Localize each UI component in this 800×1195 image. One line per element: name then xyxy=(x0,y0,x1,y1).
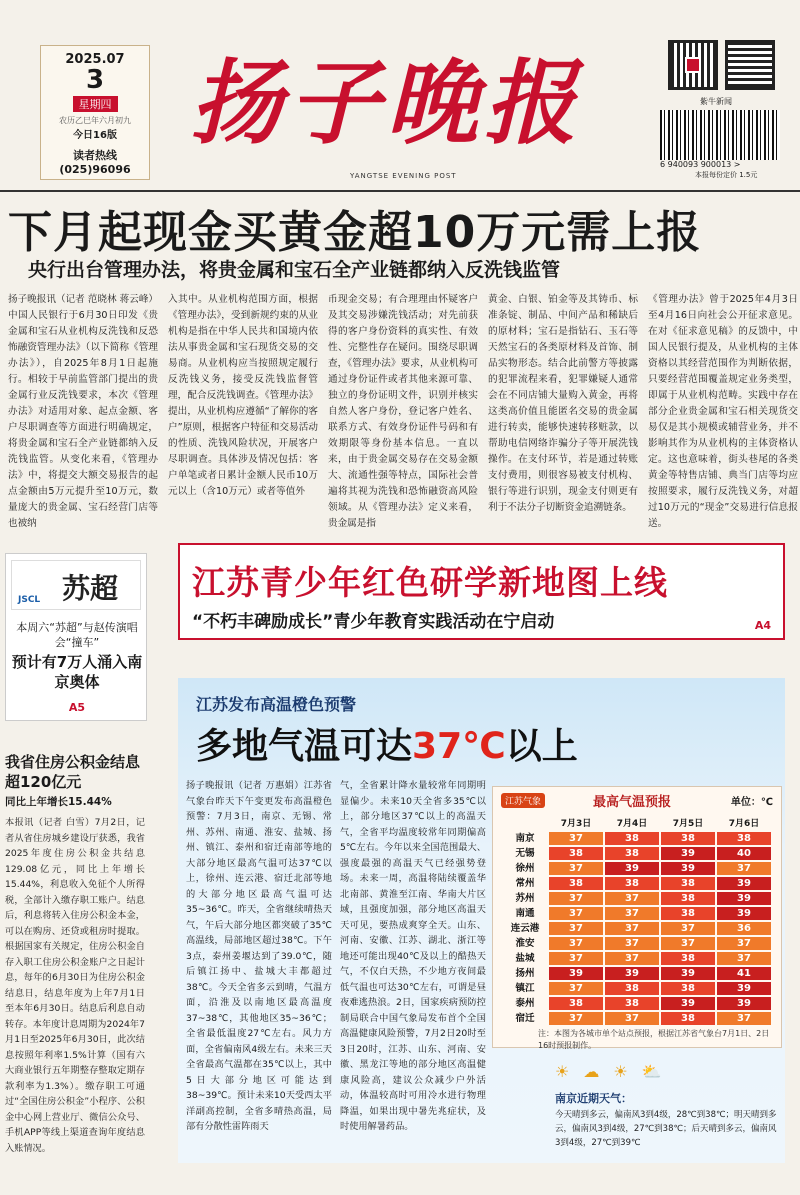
temp-cell: 37 xyxy=(605,1012,659,1025)
newspaper-logo: 扬子晚报 xyxy=(190,49,583,157)
brand-badge: 江苏气象 xyxy=(501,793,545,808)
table-row xyxy=(503,892,771,905)
table-row xyxy=(503,1012,771,1025)
side-promo-headline: 预计有7万人涌入南京奥体 xyxy=(11,653,143,691)
hotline-label: 读者热线 xyxy=(73,149,117,162)
temp-cell: 37 xyxy=(605,907,659,920)
table-header xyxy=(493,787,781,813)
promo-box[interactable] xyxy=(178,543,785,640)
temp-cell: 38 xyxy=(605,847,659,860)
cloud-icon: ☁ xyxy=(583,1062,614,1081)
city-name: 盐城 xyxy=(515,953,535,964)
hotline-number: (025)96096 xyxy=(59,163,131,176)
table-row xyxy=(503,937,771,950)
temp-cell: 37 xyxy=(605,922,659,935)
table-row xyxy=(503,952,771,965)
date-header: 7月4日 xyxy=(616,819,648,829)
temp-cell: 38 xyxy=(549,997,603,1010)
corner-cell xyxy=(503,815,547,830)
temp-cell: 37 xyxy=(549,1012,603,1025)
su-chao-logo xyxy=(11,560,141,610)
temp-grid xyxy=(501,813,773,1027)
weather-body xyxy=(186,778,486,1158)
side-news xyxy=(5,752,145,1156)
temp-cell: 39 xyxy=(549,967,603,980)
city-name: 南通 xyxy=(515,908,535,919)
qr-code-icon[interactable] xyxy=(668,40,718,90)
qr-code-icon[interactable] xyxy=(725,40,775,90)
lead-column: 扬子晚报讯（记者 范晓林 蒋云峰）中国人民银行于6月30日印发《贵金属和宝石从业机构反洗钱和反恐怖融资管理办法》（以下简称《管理办法》），自2025年8月1日起施行。相较于早前监管部门提出的贵金属行业反洗钱要求，本次《管理办法》对适用对象、起点金额、客户尽职调查等方面进行明确规定，将贵金属和宝石全产业链都纳入反洗钱监管。从变化来看，《管理办法》中，将提交大额交易报告的起点金额由5万元提升至10万元，数量庞大的贵金属、宝石经营门店等也被纳 xyxy=(8,294,159,529)
temp-cell: 37 xyxy=(549,862,603,875)
table-row xyxy=(503,907,771,920)
table-unit: 单位：℃ xyxy=(730,797,773,808)
table-row xyxy=(503,922,771,935)
city-name: 镇江 xyxy=(515,983,535,994)
weather-column: 扬子晚报讯（记者 万惠娟）江苏省气象台昨天下午变更发布高温橙色预警：7月3日，南京、无锡、常州、苏州、南通、淮安、盐城、扬州、镇江、泰州和宿迁南部等地的大部分地区最高气温可达37℃以上，徐州、连云港、宿迁北部等地的大部分地区最高气温可达35~36℃。昨天，全省继续晴热天气，午后大部分地区都突破了35℃高温线，局部地区超过38℃。下午3点，泰州姜堰达到了39.0℃，随后镇江扬中、盐城大丰都超过38℃。今天全省多云到晴，气温方面，沿淮及以南地区最高温度37~38℃，其他地区35~36℃；全省最低温度27℃左右。风力方面，全省偏南风4级左右。未来三天全省最高气温都在35℃以上，其中5日大部分地区可能达到38~39℃。预计未来10天受西太平洋副高控制，全省多晴热高温，局部有分散性雷阵雨天 xyxy=(186,780,332,1132)
page-count: 今日16版 xyxy=(73,130,117,141)
temp-cell: 39 xyxy=(661,847,715,860)
local-forecast-body: 今天晴到多云，偏南风3到4级，28℃到38℃；明天晴到多云，偏南风3到4级，27℃到38℃；后天晴到多云，偏南风3到4级，27℃到39℃ xyxy=(555,1110,777,1148)
temp-cell: 41 xyxy=(717,967,771,980)
lead-column: 《管理办法》曾于2025年4月3日至4月16日向社会公开征求意见。在对《征求意见稿》的反馈中，中国人民银行提及，从业机构的主体资格以其经营范围作为判断依据，只要经营范围覆盖规定业务类型，即属于从业机构范畴。实践中存在部分企业贵金属和宝石相关现货交易仅是其小规模或辅营业务，并不影响其作为从业机构的主体资格认定。这也意味着，街头巷尾的各类黄金等特售店铺、典当门店等均应按照要求，履行反洗钱义务，对超过10万元的“现金”交易进行信息报送。 xyxy=(648,294,798,529)
table-row xyxy=(503,967,771,980)
temp-cell: 37 xyxy=(549,937,603,950)
lead-column: 入其中。从业机构范围方面，根据《管理办法》，受到新规约束的从业机构是指在中华人民共和国境内依法从事贵金属和宝石现货交易的交易商。从业机构应当按照规定履行反洗钱义务，接受反洗钱监督管理，配合反洗钱调查。《管理办法》提出，从业机构应遵循“了解你的客户”原则，根据客户特征和交易活动的性质、洗钱风险状况，开展客户尽职调查。具体涉及情况包括：客户单笔或者日累计金额人民币10万元以上（含10万元）或者等值外 xyxy=(168,294,318,497)
weather-title[interactable] xyxy=(196,718,578,769)
city-name: 扬州 xyxy=(515,968,535,979)
logo-abbr: JSCL xyxy=(18,595,41,605)
date-row xyxy=(503,815,771,830)
temp-cell: 37 xyxy=(605,937,659,950)
side-promo-teaser: 本周六“苏超”与赵传演唱会“撞车” xyxy=(16,621,138,649)
price: 本报每份定价 1.5元 xyxy=(695,171,758,179)
table-row xyxy=(503,847,771,860)
local-forecast-title: 南京近期天气： xyxy=(555,1092,632,1105)
temp-cell: 38 xyxy=(549,847,603,860)
weather-icons xyxy=(555,1062,676,1081)
temp-cell: 38 xyxy=(661,1012,715,1025)
city-name: 无锡 xyxy=(515,848,535,859)
table-row xyxy=(503,997,771,1010)
temp-cell: 37 xyxy=(661,937,715,950)
promo-subtitle: “不朽丰碑励成长”青少年教育实践活动在宁启动 xyxy=(192,612,555,632)
temp-cell: 39 xyxy=(717,907,771,920)
weather-kicker: 江苏发布高温橙色预警 xyxy=(196,695,357,714)
city-name: 宿迁 xyxy=(515,1013,535,1024)
temp-cell: 39 xyxy=(661,862,715,875)
temp-cell: 38 xyxy=(661,832,715,845)
temp-cell: 39 xyxy=(605,967,659,980)
table-row xyxy=(503,832,771,845)
temp-cell: 39 xyxy=(717,892,771,905)
date-header: 7月3日 xyxy=(560,819,592,829)
date-year-month: 2025.07 xyxy=(65,52,125,67)
table-title: 最高气温预报 xyxy=(593,795,672,810)
temp-cell: 39 xyxy=(717,997,771,1010)
temp-cell: 38 xyxy=(605,877,659,890)
table-row xyxy=(503,982,771,995)
temp-cell: 38 xyxy=(717,832,771,845)
temp-cell: 39 xyxy=(717,982,771,995)
temp-cell: 39 xyxy=(717,877,771,890)
city-name: 淮安 xyxy=(515,938,535,949)
temp-cell: 37 xyxy=(717,1012,771,1025)
temp-cell: 37 xyxy=(717,952,771,965)
side-news-body: 本报讯（记者 白雪）7月2日，记者从省住房城乡建设厅获悉，我省2025年度住房公积金共结息129.08亿元，同比上年增长15.44%，利息收入免征个人所得税，全部计入缴存职工账户。结息后，利息将转入住房公积金本金，可以在购房、还贷或租房时提取。根据国家有关规定，住房公积金自存入职工住房公积金账户之日起计息，每年的6月30日为住房公积金结息日，结息年度为上年7月1日至本年6月30日。结息后利息自动转存。本年度计息周期为2024年7月1日至2025年6月30日，此次结息按照年利率1.5%计算（国有六大商业银行五年期整存整取定期存款利率为1.3%）。缴存职工可通过“全国住房公积金”小程序、公积金中心网上营业厅、微信公众号、手机APP等线上渠道查询年度结息入账情况。 xyxy=(5,817,145,1154)
temp-cell: 37 xyxy=(661,922,715,935)
date-header: 7月6日 xyxy=(728,819,760,829)
temp-cell: 37 xyxy=(549,952,603,965)
temp-cell: 38 xyxy=(661,982,715,995)
side-promo-page: A5 xyxy=(68,701,86,714)
temp-cell: 40 xyxy=(717,847,771,860)
temp-cell: 37 xyxy=(549,832,603,845)
lead-body xyxy=(8,292,798,529)
lunar-date: 农历乙巳年六月初九 xyxy=(59,116,131,125)
table-row xyxy=(503,862,771,875)
temp-cell: 38 xyxy=(661,877,715,890)
barcode-number: 6 940093 900013 > xyxy=(660,160,741,169)
date-day: 3 xyxy=(85,65,105,95)
promo-page: A4 xyxy=(754,619,771,632)
side-promo[interactable] xyxy=(5,553,147,721)
promo-title: 江苏青少年红色研学新地图上线 xyxy=(192,563,668,602)
table-note: 注：本图为各城市单个站点预报，根据江苏省气象台7月1日、2日16时预报制作。 xyxy=(538,1029,770,1050)
temp-cell: 38 xyxy=(549,877,603,890)
city-name: 常州 xyxy=(515,878,535,889)
table-row xyxy=(503,877,771,890)
temp-cell: 38 xyxy=(605,832,659,845)
city-name: 徐州 xyxy=(515,863,535,874)
partly-cloudy-icon: ⛅ xyxy=(641,1062,676,1081)
date-box xyxy=(40,45,150,180)
city-name: 泰州 xyxy=(515,998,535,1009)
qr-caption: 紫牛新闻 xyxy=(700,97,732,106)
barcode xyxy=(660,110,780,160)
forecast-table xyxy=(492,786,782,1048)
weekday: 星期四 xyxy=(73,96,118,112)
weather-column: 气，全省累计降水量较常年同期明显偏少。未来10天全省多35℃以上，部分地区37℃以上的高温天气，全省平均温度较常年同期偏高5℃左右。今年以来全国范围最大、强度最强的高温天气已经强势登场。未来一周，高温将陆续覆盖华北南部、黄淮至江南、华南大片区域，且强度加强，部分地区高温天天可见，要热成爽穿全天。山东、河南、安徽、江苏、湖北、浙江等地还可能出现40℃及以上的酷热天气，不仅白天热，不少地方夜间最低气温也可达30℃左右，可谓是昼夜难逃热浪。2日，国家疾病预防控制局联合中国气象局发布首个全国高温健康风险预警，7月2日20时至3日20时，江苏、山东、河南、安徽、黑龙江等地的部分地区高温健康风险高，建议公众减少户外活动，体温较高时可用冷水进行物理降温，如果出现中暑先兆症状，及时使用解暑药品。 xyxy=(340,780,486,1132)
temp-cell: 37 xyxy=(549,982,603,995)
temp-cell: 39 xyxy=(661,997,715,1010)
city-name: 连云港 xyxy=(510,923,540,934)
temp-cell: 37 xyxy=(717,862,771,875)
lead-subhead: 央行出台管理办法，将贵金属和宝石全产业链都纳入反洗钱监管 xyxy=(28,259,561,281)
side-news-title[interactable]: 我省住房公积金结息超120亿元 xyxy=(5,753,141,791)
temp-cell: 36 xyxy=(717,922,771,935)
temp-cell: 38 xyxy=(661,907,715,920)
sun-icon: ☀ xyxy=(613,1062,642,1081)
logo-text: 苏超 xyxy=(62,572,119,605)
divider xyxy=(0,190,800,192)
side-news-subtitle: 同比上年增长15.44% xyxy=(5,796,112,808)
city-name: 南京 xyxy=(515,833,535,844)
temp-cell: 38 xyxy=(605,982,659,995)
temp-cell: 37 xyxy=(549,892,603,905)
lead-column: 黄金、白银、铂金等及其铸币、标准条锭、制品、中间产品和稀缺后的原材料；宝石是指钻石、玉石等天然宝石的各类原材料及首饰、制品实物形态。结合此前警方等披露的犯罪流程来看，犯罪嫌疑人通常会在不同店铺大量购入黄金，再将这类高价值且能匿名交易的贵金属进行转卖，能够快速转移赃款，以帮助电信网络诈骗分子等开展洗钱操作。在支付环节，若是通过转账支付费用，则很容易被支付机构、银行等进行识别，现金支付则更有利于不法分子切断资金追溯链条。 xyxy=(488,294,638,513)
title-highlight: 37℃ xyxy=(412,726,506,767)
temp-cell: 37 xyxy=(717,937,771,950)
temp-cell: 37 xyxy=(549,907,603,920)
title-part: 以上 xyxy=(505,726,578,767)
title-part: 多地气温可达 xyxy=(196,726,413,767)
temp-cell: 38 xyxy=(661,892,715,905)
temp-cell: 38 xyxy=(661,952,715,965)
sun-icon: ☀ xyxy=(555,1062,584,1081)
date-header: 7月5日 xyxy=(672,819,704,829)
temp-cell: 39 xyxy=(605,862,659,875)
local-forecast xyxy=(555,1090,780,1150)
temp-cell: 38 xyxy=(605,997,659,1010)
temp-cell: 37 xyxy=(605,892,659,905)
lead-column: 币现金交易；有合理理由怀疑客户及其交易涉嫌洗钱活动；对先前获得的客户身份资料的真实性、有效性、完整性存在疑问。围绕尽职调查，《管理办法》要求，从业机构可通过身份证件或者其他来源可靠、独立的身份证明文件，识别并核实自然人客户身份，登记客户姓名、联系方式、有效身份证件号码和有效期限等身份基本信息。一直以来，由于贵金属交易存在交易金额大、流通性强等特点，国际社会普遍将其视为洗钱和恐怖融资高风险领域。从《管理办法》定义来看，贵金属是指 xyxy=(328,294,478,529)
temp-cell: 37 xyxy=(549,922,603,935)
temp-cell: 39 xyxy=(661,967,715,980)
lead-headline[interactable]: 下月起现金买黄金超10万元需上报 xyxy=(8,207,702,258)
city-name: 苏州 xyxy=(515,893,535,904)
temp-cell: 37 xyxy=(605,952,659,965)
logo-english: YANGTSE EVENING POST xyxy=(350,172,457,180)
